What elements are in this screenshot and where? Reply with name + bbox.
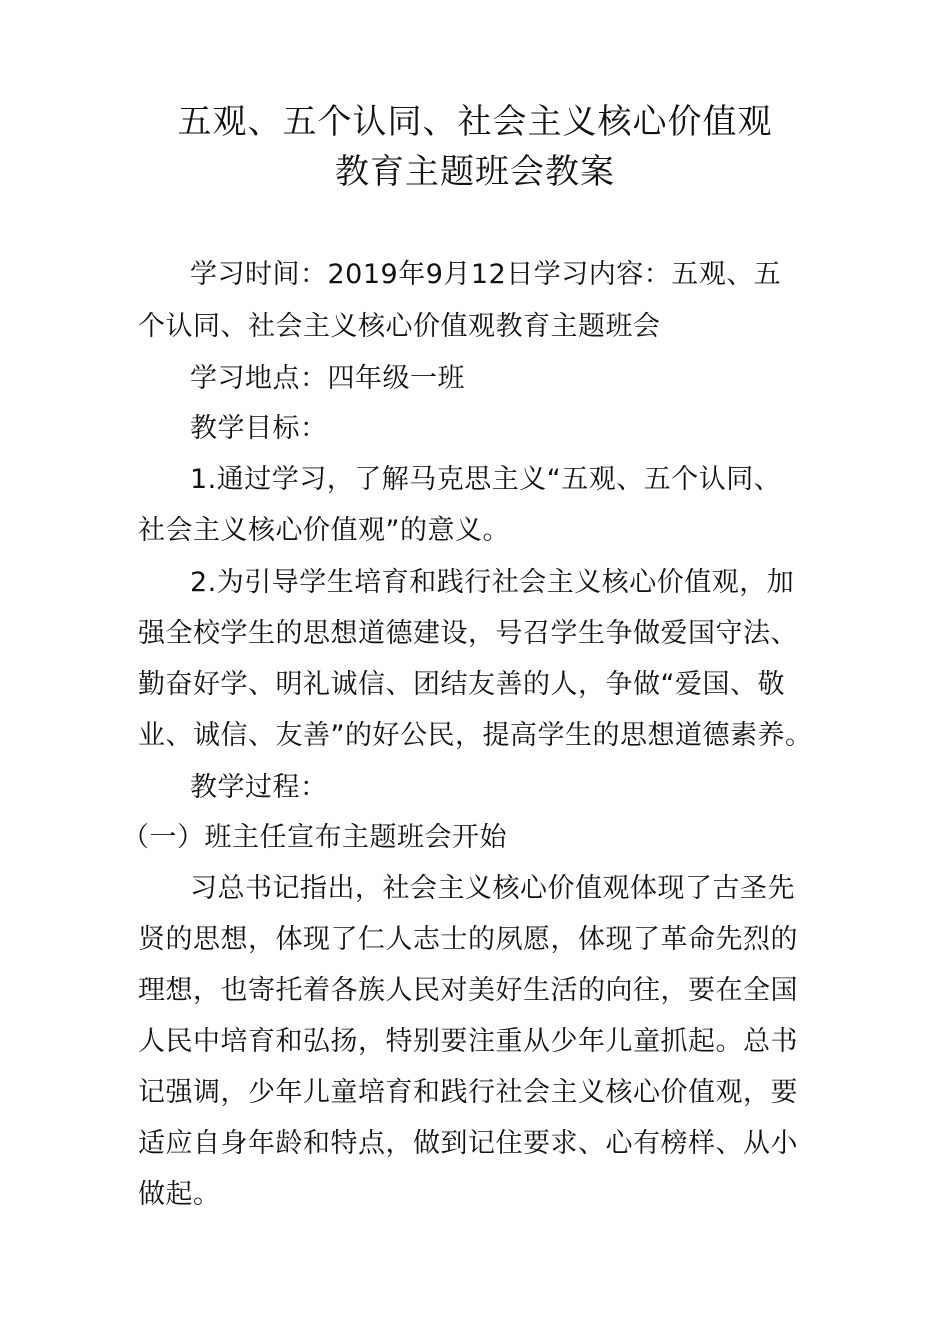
section-1-heading: （一）班主任宣布主题班会开始 [122, 822, 507, 853]
paragraph-1-line-3: 理想，也寄托着各族人民对美好生活的向往，要在全国 [138, 975, 798, 1006]
goal-2-line-3: 勤奋好学、明礼诚信、团结友善的人，争做“爱国、敬 [138, 669, 785, 700]
document-title-line-1: 五观、五个认同、社会主义核心价值观 [177, 102, 773, 142]
paragraph-1-line-4: 人民中培育和弘扬，特别要注重从少年儿童抓起。总书 [138, 1026, 798, 1057]
paragraph-1-line-7: 做起。 [138, 1179, 221, 1210]
paragraph-1-line-6: 适应自身年龄和特点，做到记住要求、心有榜样、从小 [138, 1128, 798, 1159]
document-title-line-2: 教育主题班会教案 [335, 152, 615, 192]
study-location: 学习地点：四年级一班 [190, 363, 465, 394]
paragraph-1-line-5: 记强调，少年儿童培育和践行社会主义核心价值观，要 [138, 1077, 798, 1108]
goal-1-line-2: 社会主义核心价值观”的意义。 [138, 515, 510, 546]
teaching-process-heading: 教学过程： [190, 772, 328, 803]
goal-2-line-1: 2.为引导学生培育和践行社会主义核心价值观，加 [190, 567, 795, 598]
paragraph-1-line-1: 习总书记指出，社会主义核心价值观体现了古圣先 [190, 873, 795, 904]
goal-2-line-4: 业、诚信、友善”的好公民，提高学生的思想道德素养。 [138, 720, 813, 751]
goal-1-line-1: 1.通过学习，了解马克思主义“五观、五个认同、 [190, 464, 782, 495]
paragraph-1-line-2: 贤的思想，体现了仁人志士的夙愿，体现了革命先烈的 [138, 924, 798, 955]
study-info-line-2: 个认同、社会主义核心价值观教育主题班会 [138, 311, 661, 342]
teaching-goals-heading: 教学目标： [190, 413, 328, 444]
goal-2-line-2: 强全校学生的思想道德建设，号召学生争做爱国守法、 [138, 618, 798, 649]
study-info-line-1: 学习时间：2019年9月12日学习内容：五观、五 [190, 259, 782, 290]
